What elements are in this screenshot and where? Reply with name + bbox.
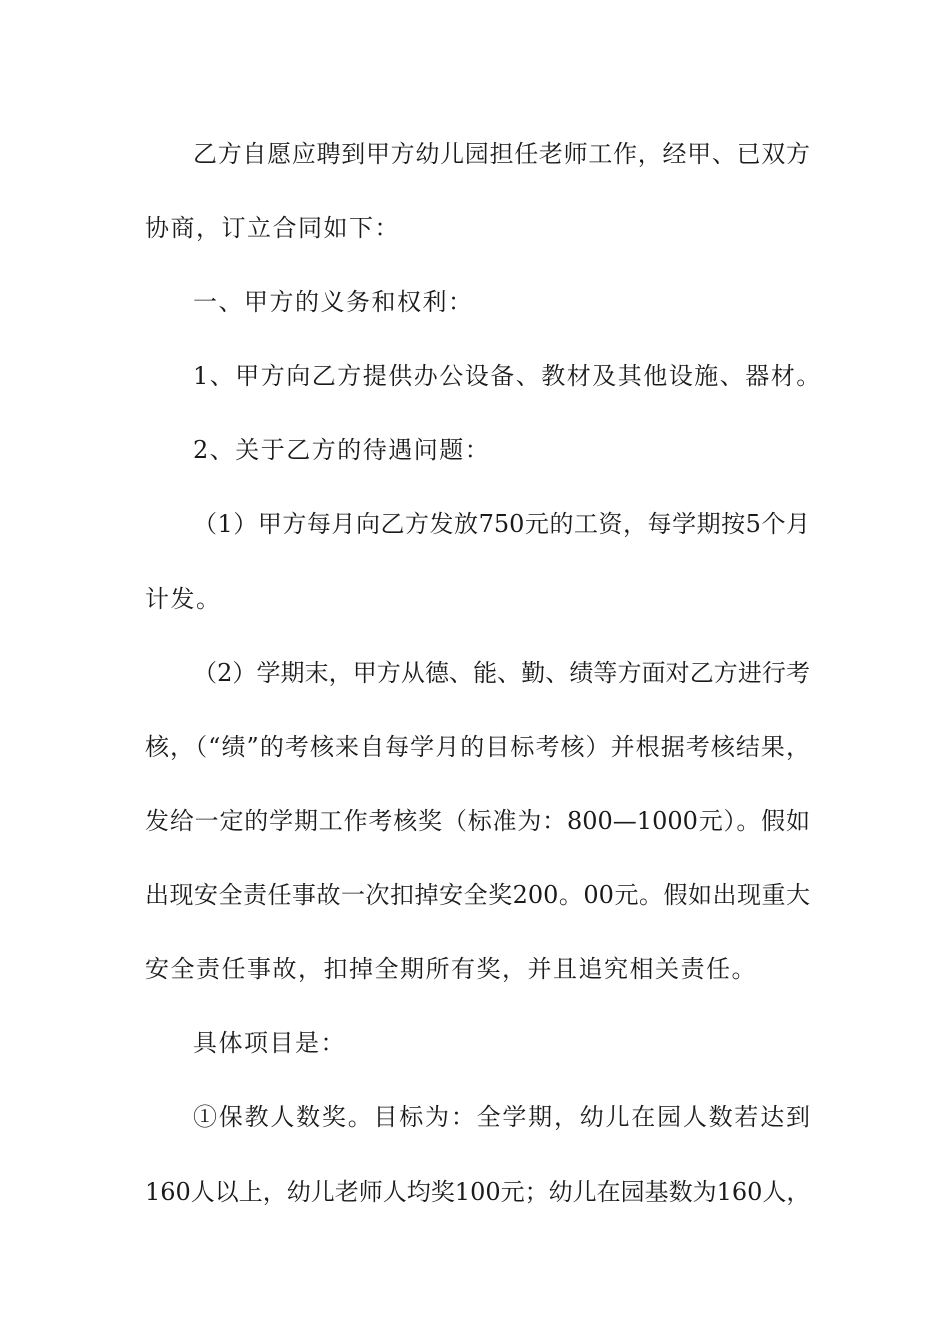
sub-item-1-line-2: 计发。 — [145, 585, 222, 613]
sub-item-2-line-3: 发给一定的学期工作考核奖（标准为：800—1000元）。假如 — [145, 807, 810, 835]
sub-item-2-line-2: 核，（“绩”的考核来自每学月的目标考核）并根据考核结果， — [145, 733, 810, 761]
sub-item-2-line-4: 出现安全责任事故一次扣掉安全奖200。00元。假如出现重大 — [145, 881, 810, 909]
item-bonus-line-2: 160人以上，幼儿老师人均奖100元；幼儿在园基数为160人， — [145, 1178, 811, 1206]
list-item-1: 1、甲方向乙方提供办公设备、教材及其他设施、器材。 — [193, 362, 822, 390]
sub-item-2-line-1: （2）学期末，甲方从德、能、勤、绩等方面对乙方进行考 — [193, 659, 810, 687]
paragraph-line-intro-1: 乙方自愿应聘到甲方幼儿园担任老师工作，经甲、已双方 — [193, 140, 810, 168]
sub-item-1-line-1: （1）甲方每月向乙方发放750元的工资，每学期按5个月 — [193, 510, 810, 538]
list-item-2: 2、关于乙方的待遇问题： — [193, 436, 491, 464]
sub-item-2-line-5: 安全责任事故，扣掉全期所有奖，并且追究相关责任。 — [145, 955, 757, 983]
items-heading: 具体项目是： — [193, 1029, 346, 1057]
section-heading-1: 一、甲方的义务和权利： — [193, 288, 474, 316]
paragraph-line-intro-2: 协商，订立合同如下： — [145, 214, 400, 242]
item-bonus-line-1: ①保教人数奖。目标为：全学期，幼儿在园人数若达到 — [193, 1103, 810, 1131]
